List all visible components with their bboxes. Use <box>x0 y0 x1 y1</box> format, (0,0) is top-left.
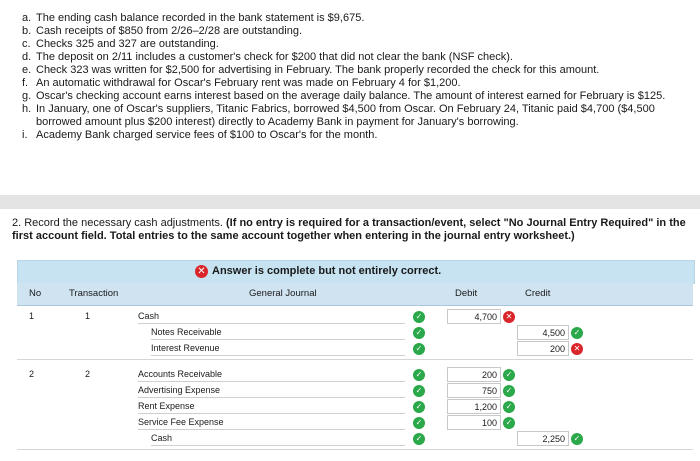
check-icon: ✓ <box>503 417 515 429</box>
fact-item <box>22 51 692 64</box>
check-icon: ✓ <box>413 311 425 323</box>
check-icon: ✓ <box>413 327 425 339</box>
debit-field[interactable]: 1,200 <box>447 399 501 414</box>
question-text <box>12 217 694 243</box>
account-field[interactable]: Advertising Expense <box>138 383 405 398</box>
check-icon: ✓ <box>503 401 515 413</box>
answer-status-text: Answer is complete but not entirely correct. <box>212 265 442 277</box>
header-general-journal: General Journal <box>249 288 317 299</box>
check-icon: ✓ <box>413 401 425 413</box>
check-icon: ✓ <box>413 343 425 355</box>
debit-field[interactable]: 750 <box>447 383 501 398</box>
fact-item <box>22 64 692 77</box>
fact-item <box>22 38 692 51</box>
entry-number: 2 <box>29 369 35 379</box>
fact-label: d. <box>22 51 32 63</box>
account-field[interactable]: Cash <box>151 431 405 446</box>
check-icon: ✓ <box>413 385 425 397</box>
check-icon: ✓ <box>413 417 425 429</box>
fact-item <box>22 12 692 25</box>
account-field[interactable]: Service Fee Expense <box>138 415 405 430</box>
fact-label: c. <box>22 38 31 50</box>
error-icon: ✕ <box>571 343 583 355</box>
debit-field[interactable]: 4,700 <box>447 309 501 324</box>
fact-label: h. <box>22 103 32 115</box>
fact-text: The deposit on 2/11 includes a customer's check for $200 that did not clear the bank (NSF check). <box>36 51 513 63</box>
fact-text: Academy Bank charged service fees of $100 to Oscar's for the month. <box>36 129 378 141</box>
fact-label: a. <box>22 12 32 24</box>
header-debit: Debit <box>455 288 478 299</box>
header-transaction: Transaction <box>69 288 119 299</box>
fact-item <box>22 25 692 38</box>
fact-label: b. <box>22 25 32 37</box>
fact-item <box>22 90 692 103</box>
account-field[interactable]: Accounts Receivable <box>138 367 405 382</box>
fact-text: Oscar's checking account earns interest based on the average daily balance. The amount of interest earned for February is $125. <box>36 90 666 102</box>
check-icon: ✓ <box>503 385 515 397</box>
journal-entry-table <box>17 283 693 461</box>
header-credit: Credit <box>525 288 551 299</box>
check-icon: ✓ <box>571 433 583 445</box>
error-icon: ✕ <box>503 311 515 323</box>
question-instructions: (If no entry is required for a transaction/event, select "No Journal Entry Required" in the first account field. Total entries to the same account together when entering in the journal entry worksheet.) <box>12 217 686 242</box>
transaction-number: 2 <box>85 369 91 379</box>
check-icon: ✓ <box>571 327 583 339</box>
entry-separator <box>17 359 693 360</box>
fact-item <box>22 103 692 129</box>
check-icon: ✓ <box>503 369 515 381</box>
fact-text: In January, one of Oscar's suppliers, Titanic Fabrics, borrowed $4,500 from Oscar. On February 24, Titanic paid $4,700 ($4,500 borrowed amount plus $200 interest) directly to Academy Bank in payment for January's borrowing. <box>36 103 655 128</box>
header-no: No <box>29 288 42 299</box>
fact-item <box>22 77 692 90</box>
answer-status-banner <box>17 260 695 284</box>
entry-number: 1 <box>29 311 35 321</box>
question-prompt: 2. Record the necessary cash adjustments. <box>12 217 226 229</box>
fact-text: Checks 325 and 327 are outstanding. <box>36 38 219 50</box>
fact-label: e. <box>22 64 32 76</box>
account-field[interactable]: Cash <box>138 309 405 324</box>
question-panel <box>0 209 700 461</box>
fact-text: Check 323 was written for $2,500 for advertising in February. The bank properly recorded the check for this amount. <box>36 64 600 76</box>
check-icon: ✓ <box>413 369 425 381</box>
fact-label: i. <box>22 129 28 141</box>
debit-field[interactable]: 200 <box>447 367 501 382</box>
fact-text: Cash receipts of $850 from 2/26–2/28 are outstanding. <box>36 25 303 37</box>
problem-facts-panel <box>0 0 700 195</box>
transaction-number: 1 <box>85 311 91 321</box>
facts-list <box>22 12 692 142</box>
credit-field[interactable]: 200 <box>517 341 569 356</box>
error-icon: ✕ <box>195 265 208 278</box>
credit-field[interactable]: 2,250 <box>517 431 569 446</box>
debit-field[interactable]: 100 <box>447 415 501 430</box>
table-header <box>17 283 693 306</box>
check-icon: ✓ <box>413 433 425 445</box>
fact-item <box>22 129 692 142</box>
fact-text: An automatic withdrawal for Oscar's February rent was made on February 4 for $1,200. <box>36 77 461 89</box>
account-field[interactable]: Notes Receivable <box>151 325 405 340</box>
credit-field[interactable]: 4,500 <box>517 325 569 340</box>
fact-label: g. <box>22 90 32 102</box>
fact-label: f. <box>22 77 29 89</box>
fact-text: The ending cash balance recorded in the bank statement is $9,675. <box>36 12 365 24</box>
account-field[interactable]: Rent Expense <box>138 399 405 414</box>
account-field[interactable]: Interest Revenue <box>151 341 405 356</box>
entry-separator <box>17 449 693 450</box>
section-divider <box>0 195 700 209</box>
